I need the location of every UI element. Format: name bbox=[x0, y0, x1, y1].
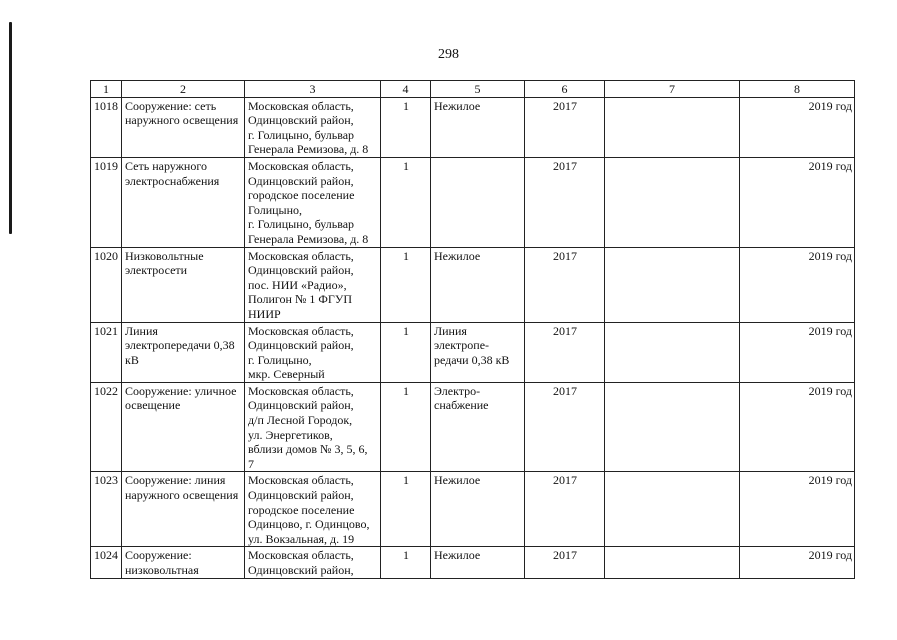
address-line: ул. Вокзальная, д. 19 bbox=[248, 531, 355, 546]
term-cell: 2019 год bbox=[740, 157, 855, 247]
address-line: Московская область, bbox=[248, 473, 354, 488]
address-line: Голицыно, bbox=[248, 202, 303, 217]
address-line: 7 bbox=[248, 456, 254, 471]
address-line: Генерала Ремизова, д. 8 bbox=[248, 142, 369, 157]
address-line: Одинцовский район, bbox=[248, 113, 354, 128]
table-row bbox=[91, 322, 855, 382]
table-header-row bbox=[91, 81, 855, 98]
term-cell: 2019 год bbox=[740, 547, 855, 578]
address-line: Московская область, bbox=[248, 158, 354, 173]
object-name-cell: Линия электропередачи 0,38 кВ bbox=[122, 322, 245, 382]
year-cell: 2017 bbox=[525, 382, 605, 472]
address-cell bbox=[245, 322, 381, 382]
year-cell: 2017 bbox=[525, 322, 605, 382]
row-number-cell: 1021 bbox=[91, 322, 122, 382]
address-line: г. Голицыно, bbox=[248, 352, 312, 367]
address-cell bbox=[245, 157, 381, 247]
column-7-cell bbox=[605, 472, 740, 547]
address-line: Московская область, bbox=[248, 98, 354, 113]
address-line: Московская область, bbox=[248, 383, 354, 398]
address-line: д/п Лесной Городок, bbox=[248, 413, 353, 428]
object-type-cell: Нежилое bbox=[431, 547, 525, 578]
column-7-cell bbox=[605, 547, 740, 578]
address-line: Одинцовский район, bbox=[248, 338, 354, 353]
address-line: Московская область, bbox=[248, 248, 354, 263]
object-name-cell: Сеть наружного электроснабжения bbox=[122, 157, 245, 247]
address-cell bbox=[245, 472, 381, 547]
quantity-cell: 1 bbox=[381, 382, 431, 472]
table-row bbox=[91, 382, 855, 472]
object-name-cell: Сооружение: сеть наружного освещения bbox=[122, 97, 245, 157]
table-row bbox=[91, 547, 855, 578]
address-line: Одинцовский район, bbox=[248, 398, 354, 413]
object-type-cell: Нежилое bbox=[431, 247, 525, 322]
object-name-cell: Сооружение: уличное освещение bbox=[122, 382, 245, 472]
table-row bbox=[91, 247, 855, 322]
term-cell: 2019 год bbox=[740, 97, 855, 157]
column-header-5: 5 bbox=[431, 81, 525, 98]
quantity-cell: 1 bbox=[381, 322, 431, 382]
address-line: Генерала Ремизова, д. 8 bbox=[248, 231, 369, 246]
column-header-2: 2 bbox=[122, 81, 245, 98]
term-cell: 2019 год bbox=[740, 322, 855, 382]
page-number: 298 bbox=[438, 47, 459, 62]
address-line: городское поселение bbox=[248, 502, 355, 517]
column-header-3: 3 bbox=[245, 81, 381, 98]
column-7-cell bbox=[605, 322, 740, 382]
column-header-8: 8 bbox=[740, 81, 855, 98]
address-line: ул. Энергетиков, bbox=[248, 427, 333, 442]
column-7-cell bbox=[605, 382, 740, 472]
address-line: Одинцовский район, bbox=[248, 488, 354, 503]
quantity-cell: 1 bbox=[381, 247, 431, 322]
address-line: вблизи домов № 3, 5, 6, bbox=[248, 442, 368, 457]
object-name-cell: Сооружение: низковольтная bbox=[122, 547, 245, 578]
object-name-cell: Сооружение: линия наружного освещения bbox=[122, 472, 245, 547]
quantity-cell: 1 bbox=[381, 472, 431, 547]
term-cell: 2019 год bbox=[740, 382, 855, 472]
address-line: Одинцовский район, bbox=[248, 563, 354, 577]
address-line: Одинцово, г. Одинцово, bbox=[248, 517, 370, 532]
column-7-cell bbox=[605, 157, 740, 247]
address-line: городское поселение bbox=[248, 188, 355, 203]
address-line: Московская область, bbox=[248, 548, 354, 563]
object-type-cell: Нежилое bbox=[431, 472, 525, 547]
object-name-cell: Низковольтные электросети bbox=[122, 247, 245, 322]
year-cell: 2017 bbox=[525, 472, 605, 547]
year-cell: 2017 bbox=[525, 247, 605, 322]
address-cell bbox=[245, 547, 381, 578]
address-cell bbox=[245, 247, 381, 322]
year-cell: 2017 bbox=[525, 547, 605, 578]
address-line: г. Голицыно, бульвар bbox=[248, 127, 355, 142]
row-number-cell: 1019 bbox=[91, 157, 122, 247]
column-header-7: 7 bbox=[605, 81, 740, 98]
column-header-1: 1 bbox=[91, 81, 122, 98]
address-line: Одинцовский район, bbox=[248, 263, 354, 278]
table-row bbox=[91, 97, 855, 157]
address-line: Одинцовский район, bbox=[248, 173, 354, 188]
year-cell: 2017 bbox=[525, 157, 605, 247]
object-type-cell: Линия электропе-редачи 0,38 кВ bbox=[431, 322, 525, 382]
column-header-4: 4 bbox=[381, 81, 431, 98]
term-cell: 2019 год bbox=[740, 472, 855, 547]
object-type-cell: Электро-снабжение bbox=[431, 382, 525, 472]
term-cell: 2019 год bbox=[740, 247, 855, 322]
address-line: мкр. Северный bbox=[248, 367, 325, 382]
address-cell bbox=[245, 97, 381, 157]
address-line: НИИР bbox=[248, 306, 281, 321]
address-cell bbox=[245, 382, 381, 472]
table-row bbox=[91, 157, 855, 247]
object-type-cell: Нежилое bbox=[431, 97, 525, 157]
quantity-cell: 1 bbox=[381, 97, 431, 157]
year-cell: 2017 bbox=[525, 97, 605, 157]
row-number-cell: 1022 bbox=[91, 382, 122, 472]
object-type-cell bbox=[431, 157, 525, 247]
column-7-cell bbox=[605, 247, 740, 322]
row-number-cell: 1020 bbox=[91, 247, 122, 322]
address-line: г. Голицыно, бульвар bbox=[248, 217, 355, 232]
row-number-cell: 1024 bbox=[91, 547, 122, 578]
quantity-cell: 1 bbox=[381, 157, 431, 247]
quantity-cell: 1 bbox=[381, 547, 431, 578]
address-line: пос. НИИ «Радио», bbox=[248, 277, 347, 292]
column-7-cell bbox=[605, 97, 740, 157]
table-row bbox=[91, 472, 855, 547]
row-number-cell: 1018 bbox=[91, 97, 122, 157]
row-number-cell: 1023 bbox=[91, 472, 122, 547]
registry-table bbox=[90, 80, 855, 579]
column-header-6: 6 bbox=[525, 81, 605, 98]
address-line: Московская область, bbox=[248, 323, 354, 338]
address-line: Полигон № 1 ФГУП bbox=[248, 292, 352, 307]
